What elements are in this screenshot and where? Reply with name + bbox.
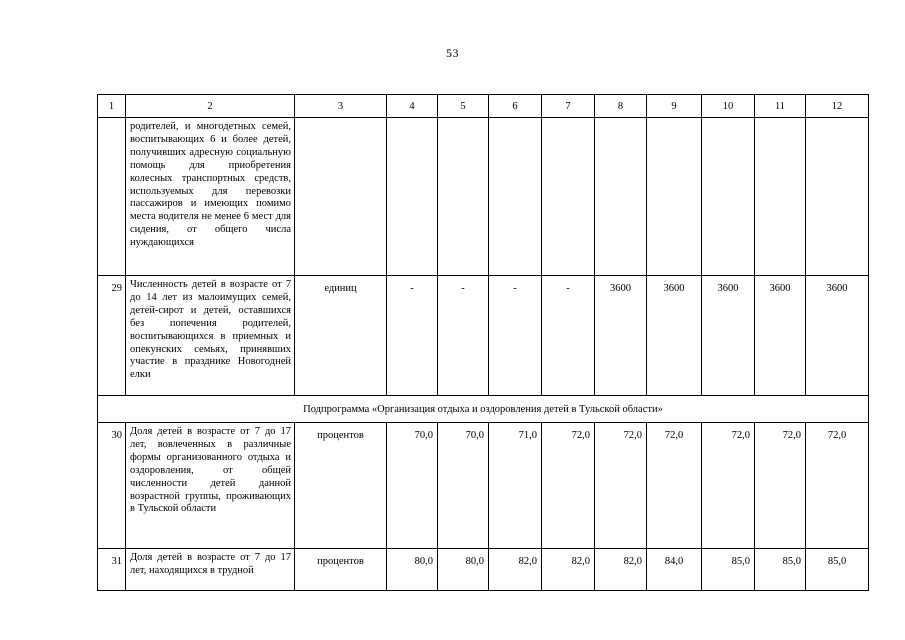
unit-cell: единиц	[295, 276, 387, 396]
value-cell: -	[438, 276, 489, 396]
value-cell: 85,0	[702, 549, 755, 591]
header-cell: 8	[595, 95, 647, 118]
header-cell: 5	[438, 95, 489, 118]
value-cell: 72,0	[702, 423, 755, 549]
value-cell: 72,0	[755, 423, 806, 549]
unit-cell: процентов	[295, 423, 387, 549]
value-cell: 3600	[595, 276, 647, 396]
header-cell: 12	[806, 95, 869, 118]
value-cell: -	[542, 276, 595, 396]
value-cell: 82,0	[595, 549, 647, 591]
value-cell	[755, 118, 806, 276]
value-cell: 71,0	[489, 423, 542, 549]
value-cell: 3600	[755, 276, 806, 396]
table-row-continuation	[98, 118, 869, 276]
indicator-description: родителей, и многодетных семей, воспитывающих 6 и более детей, получивших адресную социальную помощь для приобретения колесных транспортных средств, используемых для перевозки пассажиров и имеющих помимо места водителя не менее 6 мест для сидения, от общего числа нуждающихся	[126, 118, 295, 276]
indicator-description: Доля детей в возрасте от 7 до 17 лет, находящихся в трудной	[126, 549, 295, 591]
value-cell: 82,0	[489, 549, 542, 591]
value-cell: 80,0	[438, 549, 489, 591]
header-cell: 9	[647, 95, 702, 118]
value-cell: 70,0	[438, 423, 489, 549]
table-row-30	[98, 423, 869, 549]
value-cell	[438, 118, 489, 276]
indicator-description: Доля детей в возрасте от 7 до 17 лет, вовлеченных в различные формы организованного отдыха и оздоровления, от общей численности детей данной возрастной группы, проживающих в Тульской области	[126, 423, 295, 549]
value-cell: 82,0	[542, 549, 595, 591]
value-cell: 72,0	[542, 423, 595, 549]
value-cell: 85,0	[755, 549, 806, 591]
header-cell: 3	[295, 95, 387, 118]
value-cell	[595, 118, 647, 276]
header-cell: 2	[126, 95, 295, 118]
row-number-cell: 30	[98, 423, 126, 549]
row-number-cell: 31	[98, 549, 126, 591]
header-cell: 7	[542, 95, 595, 118]
value-cell: 72,0	[647, 423, 702, 549]
value-cell: -	[387, 276, 438, 396]
header-row	[98, 95, 869, 118]
unit-cell: процентов	[295, 549, 387, 591]
value-cell: -	[489, 276, 542, 396]
value-cell: 80,0	[387, 549, 438, 591]
value-cell	[489, 118, 542, 276]
header-cell: 1	[98, 95, 126, 118]
value-cell: 70,0	[387, 423, 438, 549]
value-cell: 84,0	[647, 549, 702, 591]
table-row-31	[98, 549, 869, 591]
value-cell	[806, 118, 869, 276]
table-row-29	[98, 276, 869, 396]
subprogram-row	[98, 396, 869, 423]
header-cell: 10	[702, 95, 755, 118]
value-cell: 85,0	[806, 549, 869, 591]
value-cell: 72,0	[595, 423, 647, 549]
value-cell	[702, 118, 755, 276]
value-cell: 3600	[647, 276, 702, 396]
row-number-cell: 29	[98, 276, 126, 396]
value-cell	[387, 118, 438, 276]
value-cell: 3600	[702, 276, 755, 396]
value-cell	[542, 118, 595, 276]
header-cell: 6	[489, 95, 542, 118]
value-cell	[647, 118, 702, 276]
indicators-table	[97, 94, 869, 591]
header-cell: 4	[387, 95, 438, 118]
page-number: 53	[446, 46, 459, 60]
value-cell: 72,0	[806, 423, 869, 549]
header-cell: 11	[755, 95, 806, 118]
unit-cell	[295, 118, 387, 276]
indicator-description: Численность детей в возрасте от 7 до 14 лет из малоимущих семей, детей-сирот и детей, оставшихся без попечения родителей, воспитывающихся в приемных и опекунских семьях, принявших участие в празднике Новогодней елки	[126, 276, 295, 396]
subprogram-title: Подпрограмма «Организация отдыха и оздоровления детей в Тульской области»	[98, 396, 869, 423]
row-number-cell	[98, 118, 126, 276]
value-cell: 3600	[806, 276, 869, 396]
